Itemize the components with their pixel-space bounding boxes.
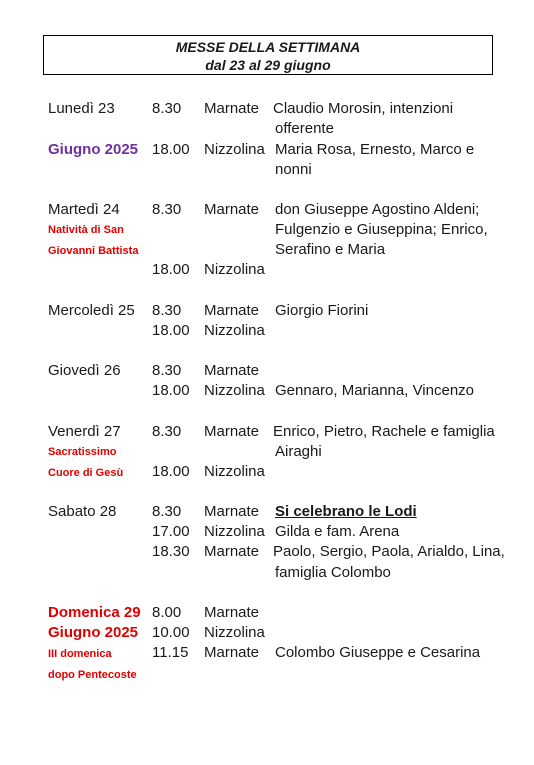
time-wednesday-2: 18.00	[152, 322, 190, 339]
note-tuesday-l2: Giovanni Battista	[48, 245, 139, 257]
intention-saturday-2: Gilda e fam. Arena	[275, 523, 400, 540]
title-box	[43, 35, 493, 75]
place-thursday-2: Nizzolina	[204, 382, 265, 399]
place-friday-2: Nizzolina	[204, 463, 265, 480]
place-sunday-1: Marnate	[204, 604, 260, 621]
intention-monday-2-l2: nonni	[275, 161, 312, 178]
intention-saturday-1: Si celebrano le Lodi	[275, 503, 417, 520]
time-wednesday-1: 8.30	[152, 302, 182, 319]
intention-thursday-2: Gennaro, Marianna, Vincenzo	[275, 382, 475, 399]
day-tuesday: Martedì 24	[48, 201, 120, 218]
time-sunday-2: 10.00	[152, 624, 190, 641]
intention-monday-1-l1: Claudio Morosin, intenzioni	[273, 100, 454, 117]
place-friday-1: Marnate	[204, 423, 260, 440]
note-tuesday-l1: Natività di San	[48, 224, 124, 236]
time-friday-1: 8.30	[152, 423, 182, 440]
time-sunday-1: 8.00	[152, 604, 182, 621]
note-sunday-l2: dopo Pentecoste	[48, 669, 137, 681]
time-tuesday-2: 18.00	[152, 261, 190, 278]
place-sunday-3: Marnate	[204, 644, 260, 661]
day-wednesday: Mercoledì 25	[48, 302, 135, 319]
place-saturday-3: Marnate	[204, 543, 260, 560]
month-monday: Giugno 2025	[48, 141, 139, 158]
day-friday: Venerdì 27	[48, 423, 121, 440]
note-sunday-l1: III domenica	[48, 648, 112, 660]
title-line-2: dal 23 al 29 giugno	[205, 57, 331, 73]
intention-sunday-3: Colombo Giuseppe e Cesarina	[275, 644, 481, 661]
note-friday-l2: Cuore di Gesù	[48, 467, 124, 479]
place-tuesday-2: Nizzolina	[204, 261, 265, 278]
intention-saturday-3-l2: famiglia Colombo	[275, 564, 391, 581]
time-monday-1: 8.30	[152, 100, 182, 117]
place-monday-2: Nizzolina	[204, 141, 265, 158]
place-wednesday-2: Nizzolina	[204, 322, 265, 339]
intention-saturday-3-l1: Paolo, Sergio, Paola, Arialdo, Lina,	[273, 543, 505, 560]
time-tuesday-1: 8.30	[152, 201, 182, 218]
time-thursday-2: 18.00	[152, 382, 190, 399]
day-sunday: Domenica 29	[48, 604, 141, 621]
intention-friday-1-l1: Enrico, Pietro, Rachele e famiglia	[273, 423, 495, 440]
time-saturday-2: 17.00	[152, 523, 190, 540]
time-saturday-3: 18.30	[152, 543, 190, 560]
title-line-1: MESSE DELLA SETTIMANA	[175, 39, 361, 55]
place-saturday-2: Nizzolina	[204, 523, 265, 540]
day-thursday: Giovedì 26	[48, 362, 121, 379]
note-friday-l1: Sacratissimo	[48, 446, 117, 458]
month-sunday: Giugno 2025	[48, 624, 139, 641]
time-thursday-1: 8.30	[152, 362, 182, 379]
time-sunday-3: 11.15	[152, 644, 189, 661]
place-monday-1: Marnate	[204, 100, 260, 117]
intention-monday-1-l2: offerente	[275, 120, 334, 137]
place-saturday-1: Marnate	[204, 503, 260, 520]
time-monday-2: 18.00	[152, 141, 190, 158]
place-thursday-1: Marnate	[204, 362, 260, 379]
time-friday-2: 18.00	[152, 463, 190, 480]
intention-wednesday-1: Giorgio Fiorini	[275, 302, 369, 319]
intention-monday-2-l1: Maria Rosa, Ernesto, Marco e	[275, 141, 475, 158]
place-sunday-2: Nizzolina	[204, 624, 265, 641]
intention-tuesday-1-l2: Fulgenzio e Giuseppina; Enrico,	[275, 221, 488, 238]
day-monday: Lunedì 23	[48, 100, 115, 117]
intention-friday-1-l2: Airaghi	[275, 443, 322, 460]
day-saturday: Sabato 28	[48, 503, 117, 520]
intention-tuesday-1-l1: don Giuseppe Agostino Aldeni;	[275, 201, 480, 218]
time-saturday-1: 8.30	[152, 503, 182, 520]
place-tuesday-1: Marnate	[204, 201, 260, 218]
place-wednesday-1: Marnate	[204, 302, 260, 319]
intention-tuesday-1-l3: Serafino e Maria	[275, 241, 386, 258]
